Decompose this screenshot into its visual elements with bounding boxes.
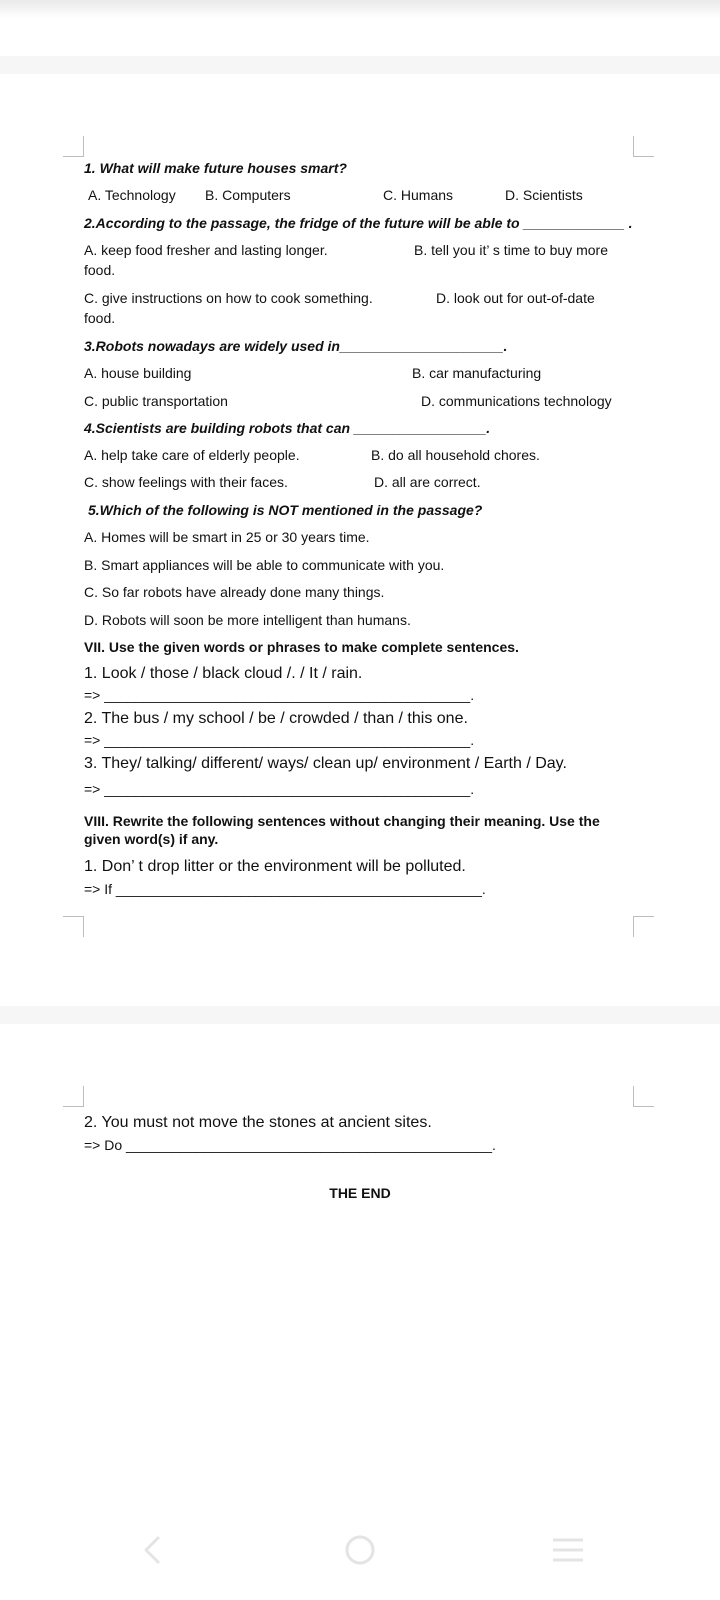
q4-option-a: A. help take care of elderly people. [84,447,300,463]
the-end: THE END [329,1185,391,1201]
section-8-answer-2: => Do _______________________________________________. [84,1137,496,1153]
q5-option-a: A. Homes will be smart in 25 or 30 years time. [84,529,370,545]
q5-option-b: B. Smart appliances will be able to communicate with you. [84,557,445,573]
page-corner-mark [633,1086,654,1107]
section-8-answer-1: => If _______________________________________________. [84,881,486,897]
document-page-1 [0,74,720,1006]
q4-option-c: C. show feelings with their faces. [84,474,288,490]
section-7-item-1: 1. Look / those / black cloud /. / It / rain. [84,665,363,682]
section-8-item-2: 2. You must not move the stones at ancient sites. [84,1114,432,1131]
q1-option-d: D. Scientists [505,187,583,203]
page-corner-mark [63,136,84,157]
q4-option-d: D. all are correct. [374,474,481,490]
question-4: 4.Scientists are building robots that can _________________. [84,420,491,436]
section-7-answer-3: => _______________________________________________. [84,781,475,797]
q2-option-d-continued: food. [84,310,116,326]
question-1: 1. What will make future houses smart? [84,160,347,176]
q2-option-d: D. look out for out-of-date [436,290,595,306]
document-page-2 [0,1024,720,1600]
page-gap [0,1006,720,1024]
page-corner-mark [63,916,84,937]
section-8-item-1: 1. Don’ t drop litter or the environment will be polluted. [84,858,466,875]
q5-option-d: D. Robots will soon be more intelligent than humans. [84,612,411,628]
section-7-answer-1: => _______________________________________________. [84,687,475,703]
status-bar-shadow [0,0,720,18]
back-icon[interactable] [134,1530,174,1570]
menu-icon[interactable] [548,1530,588,1570]
q2-option-c: C. give instructions on how to cook something. [84,290,373,306]
q1-option-a: A. Technology [88,187,176,203]
q5-option-c: C. So far robots have already done many things. [84,584,385,600]
q3-option-a: A. house building [84,365,192,381]
question-3: 3.Robots nowadays are widely used in_____________________. [84,338,508,354]
q4-option-b: B. do all household chores. [371,447,540,463]
q2-option-b: B. tell you it’ s time to buy more [414,242,608,258]
section-7-heading: VII. Use the given words or phrases to make complete sentences. [84,639,519,655]
page-corner-mark [63,1086,84,1107]
section-7-item-2: 2. The bus / my school / be / crowded / than / this one. [84,710,468,727]
q1-option-b: B. Computers [205,187,291,203]
q2-option-b-continued: food. [84,262,116,278]
q3-option-b: B. car manufacturing [412,365,542,381]
page-corner-mark [633,916,654,937]
q2-option-a: A. keep food fresher and lasting longer. [84,242,328,258]
home-icon[interactable] [340,1530,380,1570]
question-5: 5.Which of the following is NOT mentioned in the passage? [88,502,483,518]
question-2: 2.According to the passage, the fridge of the future will be able to _____________ . [84,215,633,231]
q3-option-c: C. public transportation [84,393,228,409]
q3-option-d: D. communications technology [421,393,612,409]
section-7-answer-2: => _______________________________________________. [84,732,475,748]
section-8-heading: VIII. Rewrite the following sentences without changing their meaning. Use the [84,813,600,829]
q1-option-c: C. Humans [383,187,454,203]
section-7-item-3: 3. They/ talking/ different/ ways/ clean up/ environment / Earth / Day. [84,755,567,772]
page-corner-mark [633,136,654,157]
section-8-heading-continued: given word(s) if any. [84,831,219,847]
navigation-bar [0,1530,720,1590]
page-gap [0,56,720,74]
